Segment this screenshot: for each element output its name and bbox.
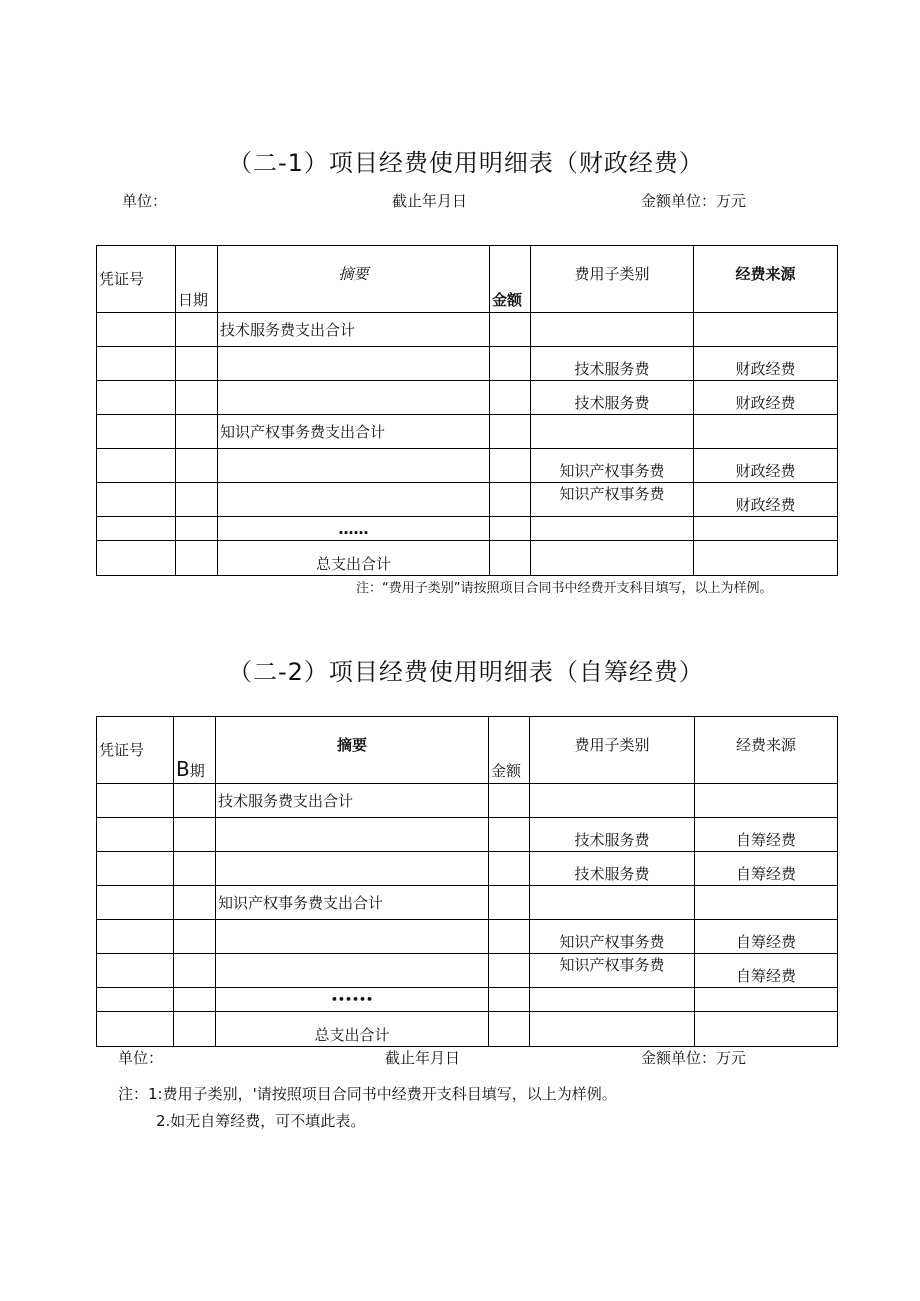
table1-row2-subcategory: 技术服务费 (531, 347, 694, 381)
table2-header-summary: 摘要 (216, 717, 489, 784)
table-row (97, 381, 838, 415)
table-row (97, 1012, 838, 1047)
table1 (96, 245, 838, 576)
table-row (97, 517, 838, 541)
table1-cutoff-date: 截止年月日 (392, 192, 468, 210)
table2-row5-source: 自筹经费 (695, 920, 838, 954)
table2-title: （二-2）项目经费使用明细表（自筹经费） (228, 658, 704, 686)
table-row (97, 818, 838, 852)
table-row (97, 920, 838, 954)
table1-row2-source: 财政经费 (694, 347, 838, 381)
table1-row3-source: 财政经费 (694, 381, 838, 415)
table1-header-row (97, 246, 838, 313)
table2-amount-unit: 金额单位：万元 (641, 1049, 747, 1067)
table2-row1-summary: 技术服务费支出合计 (216, 784, 489, 818)
table2-unit-label: 单位： (118, 1049, 164, 1067)
table2-row6-source: 自筹经费 (695, 954, 838, 988)
table1-row7-ellipsis: …… (218, 517, 490, 541)
table1-header-date: 日期 (176, 246, 218, 313)
table-row (97, 483, 838, 517)
table1-header-summary: 摘要 (218, 246, 490, 313)
table2-row2-source: 自筹经费 (695, 818, 838, 852)
table1-unit-label: 单位： (122, 192, 168, 210)
table1-title: （二-1）项目经费使用明细表（财政经费） (228, 149, 704, 177)
table2-row6-subcategory: 知识产权事务费 (530, 954, 695, 988)
table-row (97, 852, 838, 886)
table1-row5-subcategory: 知识产权事务费 (531, 449, 694, 483)
table2-row2-subcategory: 技术服务费 (530, 818, 695, 852)
table-row (97, 313, 838, 347)
table-row (97, 541, 838, 576)
table2-total-summary: 总支出合计 (216, 1012, 489, 1047)
table2-header-amount: 金额 (489, 717, 530, 784)
table1-row4-summary: 知识产权事务费支出合计 (218, 415, 490, 449)
table-row (97, 784, 838, 818)
table2 (96, 716, 838, 1047)
table-row (97, 886, 838, 920)
table2-row3-subcategory: 技术服务费 (530, 852, 695, 886)
table2-cutoff-date: 截止年月日 (385, 1049, 461, 1067)
table1-header-source: 经费来源 (694, 246, 838, 313)
table2-note-line2: 2.如无自筹经费，可不填此表。 (156, 1112, 366, 1130)
table1-header-subcategory: 费用子类别 (531, 246, 694, 313)
table2-header-subcategory: 费用子类别 (530, 717, 695, 784)
table1-note: 注：“费用子类别”请按照项目合同书中经费开支科目填写，以上为样例。 (356, 581, 773, 596)
table-row (97, 449, 838, 483)
table2-row4-summary: 知识产权事务费支出合计 (216, 886, 489, 920)
table2-header-source: 经费来源 (695, 717, 838, 784)
table1-header-amount: 金额 (490, 246, 531, 313)
table2-row5-subcategory: 知识产权事务费 (530, 920, 695, 954)
table1-total-summary: 总支出合计 (218, 541, 490, 576)
table-row (97, 954, 838, 988)
table2-row3-source: 自筹经费 (695, 852, 838, 886)
table1-row1-summary: 技术服务费支出合计 (218, 313, 490, 347)
table1-row6-subcategory: 知识产权事务费 (531, 483, 694, 517)
table-row (97, 347, 838, 381)
table2-header-date: B期 (174, 717, 216, 784)
table-row (97, 988, 838, 1012)
table2-note-line1: 注：1:费用子类别，'请按照项目合同书中经费开支科目填写，以上为样例。 (118, 1085, 617, 1103)
table2-row7-ellipsis: •••••• (216, 988, 489, 1012)
table1-row3-subcategory: 技术服务费 (531, 381, 694, 415)
table-row (97, 415, 838, 449)
table2-header-row (97, 717, 838, 784)
table1-amount-unit: 金额单位：万元 (641, 192, 747, 210)
table1-header-voucher: 凭证号 (97, 246, 176, 313)
table1-row6-source: 财政经费 (694, 483, 838, 517)
table2-header-voucher: 凭证号 (97, 717, 174, 784)
table1-row5-source: 财政经费 (694, 449, 838, 483)
